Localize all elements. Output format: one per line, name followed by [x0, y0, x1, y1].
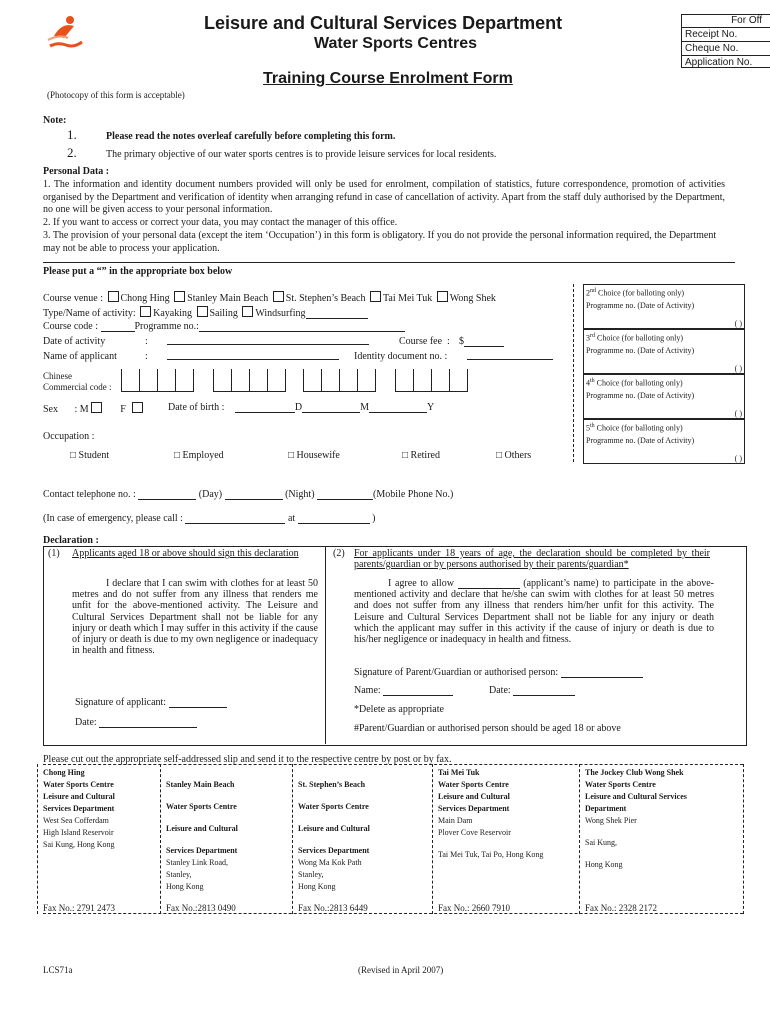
cut-line-bottom	[43, 913, 743, 914]
venue-tai-mei-tuk-checkbox[interactable]	[370, 291, 381, 302]
form-title: Training Course Enrolment Form	[263, 70, 513, 87]
applicant-name-consent-input[interactable]	[458, 578, 520, 589]
windsurfing-checkbox[interactable]	[242, 306, 253, 317]
choice-3-paren: ( )	[734, 363, 742, 373]
applicant-name-colon: :	[145, 351, 148, 362]
left-date-row	[75, 717, 197, 728]
slip-3-fax: Fax No.:2813 6449	[298, 903, 368, 913]
slip-5-line-2: Water Sports Centre	[585, 780, 656, 789]
venue-st-stephens: St. Stephen’s Beach	[285, 293, 366, 304]
dob-day-input[interactable]	[235, 402, 295, 413]
declaration-title	[43, 535, 99, 546]
choice-4-sup: th	[590, 378, 595, 384]
slip-1-line-5: West Sea Cofferdam	[43, 816, 109, 825]
cheque-no: Cheque No.	[682, 41, 770, 55]
slip-2-line-1: Stanley Main Beach	[166, 780, 235, 789]
dob-month-input[interactable]	[302, 402, 360, 413]
male-checkbox[interactable]	[91, 402, 102, 413]
choice-2-prog: Programme no. (Date of Activity)	[586, 300, 695, 310]
choice-box-5[interactable]	[583, 419, 745, 464]
occ-student[interactable]: □ Student	[70, 450, 110, 461]
female-label: F	[120, 404, 126, 415]
applicant-name-input[interactable]	[167, 349, 339, 360]
course-fee-row	[459, 336, 504, 347]
emergency-name-input[interactable]	[185, 513, 285, 524]
tel-mobile-label: (Mobile Phone No.)	[373, 489, 454, 500]
course-fee-label: Course fee	[399, 336, 443, 347]
choice-4-prog: Programme no. (Date of Activity)	[586, 390, 695, 400]
right-name-label: Name:	[354, 685, 381, 696]
choice-box-3[interactable]	[583, 329, 745, 374]
guardian-age-note: #Parent/Guardian or authorised person should be aged 18 or above	[354, 723, 621, 734]
slip-2-line-4: Services Department	[166, 846, 238, 855]
sailing-label: Sailing	[209, 308, 238, 319]
date-activity-colon: :	[145, 336, 148, 347]
emergency-at: at	[287, 513, 296, 524]
dob-month: M	[360, 402, 370, 413]
photocopy-note: (Photocopy of this form is acceptable)	[47, 90, 185, 100]
choice-2-paren: ( )	[734, 318, 742, 328]
choice-left-rule	[573, 284, 574, 462]
choice-4-paren: ( )	[734, 408, 742, 418]
right-name-row	[354, 685, 453, 696]
occ-housewife[interactable]: □ Housewife	[288, 450, 340, 461]
slip-sep-1	[160, 764, 161, 914]
declaration-label: Declaration	[43, 535, 93, 546]
emergency-label: (In case of emergency, please call :	[43, 513, 183, 524]
slip-stanley	[166, 779, 238, 893]
cc-label-1: Chinese	[43, 371, 72, 381]
slip-5-fax: Fax No.: 2328 2172	[585, 903, 657, 913]
occ-employed[interactable]: □ Employed	[174, 450, 224, 461]
left-sig-label: Signature of applicant:	[75, 697, 167, 708]
course-venue-row	[43, 291, 496, 304]
personal-data-2: 2. If you want to access or correct your data, you may contact the manager of this office.	[43, 217, 398, 228]
slip-3-line-4: Services Department	[298, 846, 370, 855]
course-venue-label: Course venue :	[43, 293, 106, 304]
slip-sep-2	[292, 764, 293, 914]
venue-stanley: Stanley Main Beach	[187, 293, 269, 304]
right-decl-head: For applicants under 18 years of age, the declaration should be completed by their parents/guardian or by persons authorised by their parents/guardian*	[354, 548, 710, 570]
declaration-colon: :	[95, 535, 99, 546]
activity-type-row	[43, 306, 368, 319]
emergency-phone-input[interactable]	[298, 513, 370, 524]
tel-mobile-input[interactable]	[317, 489, 373, 500]
slip-3-line-2: Water Sports Centre	[298, 802, 369, 811]
tick-instruction: Please put a “” in the appropriate box below	[43, 266, 233, 277]
lcsd-logo	[44, 12, 86, 57]
choice-3-prog: Programme no. (Date of Activity)	[586, 345, 695, 355]
tel-label: Contact telephone no. :	[43, 489, 136, 500]
activity-type-line[interactable]	[306, 308, 368, 319]
note-1-num: 1.	[67, 127, 77, 142]
personal-data-3: 3. The provision of your personal data (except the item ‘Occupation’) in this form is obligatory. If you do not provide the personal information required, the Department may not be able to process your application.	[43, 230, 717, 254]
sex-row	[43, 402, 145, 415]
choice-2-sup: nd	[590, 288, 596, 294]
sailing-checkbox[interactable]	[197, 306, 208, 317]
slip-st-stephens	[298, 779, 370, 893]
male-label: M	[79, 404, 89, 415]
left-sig-row	[75, 697, 227, 708]
slip-4-line-1: Tai Mei Tuk	[438, 768, 480, 777]
slip-4-line-4: Services Department	[438, 804, 510, 813]
revision-date: (Revised in April 2007)	[358, 965, 444, 975]
guardian-name-input[interactable]	[383, 685, 453, 696]
slip-5-line-3: Leisure and Cultural Services	[585, 792, 687, 801]
slip-chong-hing	[43, 767, 115, 851]
emergency-row	[43, 513, 376, 524]
applicant-signature-input[interactable]	[169, 697, 227, 708]
cut-line-top	[43, 764, 743, 765]
note-2-text: The primary objective of our water sports centres is to provide leisure services for local residents.	[106, 149, 497, 160]
dob-day: D	[294, 402, 303, 413]
personal-data-1: 1. The information and identity document numbers provided will only be used for enrolment, compilation of statistics, future correspondence, promotion of activities organised by the Department and verification of identity when arranging refund in case of cancellation of activity. Apart from the staff duly authorised by the Department, no one will be given access to your personal information.	[43, 179, 725, 215]
slip-1-line-1: Chong Hing	[43, 768, 85, 777]
programme-no-input[interactable]	[199, 321, 405, 332]
course-code-label: Course code :	[43, 321, 101, 332]
sex-label: Sex	[43, 404, 58, 415]
venue-wong-shek: Wong Shek	[449, 293, 496, 304]
slip-sep-4	[579, 764, 580, 914]
slip-tai-mei-tuk	[438, 767, 543, 861]
slip-sep-0	[37, 764, 38, 914]
slip-5-line-7: Hong Kong	[585, 860, 623, 869]
slip-4-fax: Fax No.: 2660 7910	[438, 903, 510, 913]
slip-wong-shek	[585, 767, 687, 871]
choice-2-ord: 2	[586, 288, 590, 298]
choice-5-prog: Programme no. (Date of Activity)	[586, 435, 695, 445]
right-date-row	[489, 685, 575, 696]
occ-retired[interactable]: □ Retired	[402, 450, 440, 461]
guardian-signature-input[interactable]	[561, 667, 643, 678]
slip-4-line-7: Tai Mei Tuk, Tai Po, Hong Kong	[438, 850, 544, 859]
application-no: Application No.	[682, 55, 770, 69]
declaration-divider	[325, 546, 326, 744]
right-sig-label: Signature of Parent/Guardian or authorised person:	[354, 667, 559, 678]
choice-3-sup: rd	[590, 333, 595, 339]
tel-night-label: (Night)	[285, 489, 315, 500]
tel-day-input[interactable]	[138, 489, 196, 500]
course-code-row	[43, 321, 405, 332]
slip-3-line-1: St. Stephen’s Beach	[298, 780, 366, 789]
right-body-rest: (applicant’s name) to participate in the above-mentioned activity and declare that he/she can swim with clothes for at least 50 metres and does not suffer from any illness that renders him/her unfit for this activity. The Leisure and Cultural Services Department shall not be liable for any injury or death which the applicant may suffer in this activity if the cause of injury or death is due to his/her negligence or inadequacy in health and fitness.	[354, 578, 714, 646]
programme-no-label: Programme no.:	[134, 321, 199, 332]
dob-label: Date of birth :	[168, 402, 225, 413]
choice-5-sup: th	[590, 423, 595, 429]
choice-3-title: Choice (for balloting only)	[595, 333, 683, 343]
right-decl-body	[354, 578, 714, 645]
slip-3-line-5: Wong Ma Kok Path	[298, 858, 362, 867]
left-date-label: Date:	[75, 717, 97, 728]
right-decl-num: (2)	[333, 548, 345, 559]
venue-tai-mei-tuk: Tai Mei Tuk	[382, 293, 433, 304]
guardian-date-input[interactable]	[513, 685, 575, 696]
date-activity-input[interactable]	[167, 334, 369, 345]
female-checkbox[interactable]	[132, 402, 143, 413]
venue-st-stephens-checkbox[interactable]	[273, 291, 284, 302]
kayaking-checkbox[interactable]	[140, 306, 151, 317]
id-doc-input[interactable]	[467, 349, 553, 360]
slip-2-line-7: Hong Kong	[166, 882, 204, 891]
slip-4-line-5: Main Dam	[438, 816, 473, 825]
slip-1-line-6: High Island Reservoir	[43, 828, 114, 837]
slip-1-line-3: Leisure and Cultural	[43, 792, 115, 801]
occ-others[interactable]: □ Others	[496, 450, 532, 461]
slip-3-line-3: Leisure and Cultural	[298, 824, 370, 833]
choice-box-4[interactable]	[583, 374, 745, 419]
date-activity-label: Date of activity	[43, 336, 106, 347]
choice-box-2[interactable]	[583, 284, 745, 329]
choice-2-title: Choice (for balloting only)	[596, 288, 684, 298]
slip-3-line-6: Stanley,	[298, 870, 324, 879]
emergency-close: )	[372, 513, 376, 524]
left-decl-body: I declare that I can swim with clothes for at least 50 metres and do not suffer from any illness that renders me unfit for the above-mentioned activity. The Leisure and Cultural Services Department shall not be liable for any injury or death which I may suffer in this activity if the cause of injury or death is due to my own negligence or inadequacy in health and fitness.	[72, 578, 318, 657]
applicant-date-input[interactable]	[99, 717, 197, 728]
tel-night-input[interactable]	[225, 489, 283, 500]
left-decl-num: (1)	[48, 548, 60, 559]
venue-chong-hing: Chong Hing	[120, 293, 170, 304]
slip-5-line-1: The Jockey Club Wong Shek	[585, 768, 684, 777]
slip-instruction: Please cut out the appropriate self-addressed slip and send it to the respective centre by post or by fax.	[43, 754, 452, 765]
slip-2-line-2: Water Sports Centre	[166, 802, 237, 811]
right-body-start: I agree to allow	[388, 578, 454, 589]
slip-2-line-6: Stanley,	[166, 870, 192, 879]
office-use-box	[681, 14, 770, 68]
right-date-label: Date:	[489, 685, 511, 696]
slip-2-fax: Fax No.:2813 0490	[166, 903, 236, 913]
choice-5-ord: 5	[586, 423, 590, 433]
slip-4-line-6: Plover Cove Reservoir	[438, 828, 511, 837]
kayaking-label: Kayaking	[153, 308, 192, 319]
department-title: Leisure and Cultural Services Department	[204, 13, 563, 33]
dob-row	[168, 402, 434, 413]
slip-5-line-5: Wong Shek Pier	[585, 816, 637, 825]
choice-5-title: Choice (for balloting only)	[594, 423, 683, 433]
tel-day-label: (Day)	[198, 489, 223, 500]
form-code: LCS71a	[43, 965, 73, 975]
venue-chong-hing-checkbox[interactable]	[108, 291, 119, 302]
occupation-label: Occupation :	[43, 431, 95, 442]
slip-4-line-3: Leisure and Cultural	[438, 792, 510, 801]
id-doc-label: Identity document no. :	[354, 351, 448, 362]
left-decl-head: Applicants aged 18 or above should sign this declaration	[72, 548, 299, 559]
note-2-num: 2.	[67, 145, 77, 160]
office-use-title: For Off	[731, 15, 762, 26]
cc-label-2: Commercial code :	[43, 382, 112, 392]
venue-wong-shek-checkbox[interactable]	[437, 291, 448, 302]
slip-2-line-5: Stanley Link Road,	[166, 858, 228, 867]
centre-title: Water Sports Centres	[314, 35, 477, 52]
slip-1-line-4: Services Department	[43, 804, 115, 813]
activity-type-label: Type/Name of activity:	[43, 308, 139, 319]
slip-4-line-2: Water Sports Centre	[438, 780, 509, 789]
receipt-no: Receipt No.	[682, 27, 770, 41]
course-code-input[interactable]	[101, 321, 135, 332]
dob-year-input[interactable]	[369, 402, 427, 413]
slip-3-line-7: Hong Kong	[298, 882, 336, 891]
slip-sep-5	[743, 764, 744, 914]
course-fee-input[interactable]	[464, 336, 504, 347]
slip-1-line-2: Water Sports Centre	[43, 780, 114, 789]
applicant-name-label: Name of applicant	[43, 351, 117, 362]
personal-data-label: Personal Data :	[43, 166, 110, 177]
choice-4-title: Choice (for balloting only)	[594, 378, 683, 388]
choice-3-ord: 3	[586, 333, 590, 343]
slip-1-fax: Fax No.: 2791 2473	[43, 903, 115, 913]
slip-5-line-4: Department	[585, 804, 627, 813]
note-label: Note:	[43, 115, 67, 126]
contact-row	[43, 489, 453, 500]
sex-colon: :	[74, 404, 78, 415]
choice-4-ord: 4	[586, 378, 590, 388]
slip-1-line-7: Sai Kung, Hong Kong	[43, 840, 115, 849]
delete-note: *Delete as appropriate	[354, 704, 444, 715]
course-fee-colon: :	[447, 336, 450, 347]
divider	[43, 262, 735, 263]
dollar-sign: $	[459, 336, 464, 347]
note-1-text: Please read the notes overleaf carefully before completing this form.	[106, 131, 396, 142]
slip-2-line-3: Leisure and Cultural	[166, 824, 238, 833]
slip-5-line-6: Sai Kung,	[585, 838, 617, 847]
windsurfing-label: Windsurfing	[255, 308, 306, 319]
dob-year: Y	[427, 402, 435, 413]
right-sig-row	[354, 667, 643, 678]
slip-sep-3	[432, 764, 433, 914]
venue-stanley-checkbox[interactable]	[174, 291, 185, 302]
choice-5-paren: ( )	[734, 453, 742, 463]
